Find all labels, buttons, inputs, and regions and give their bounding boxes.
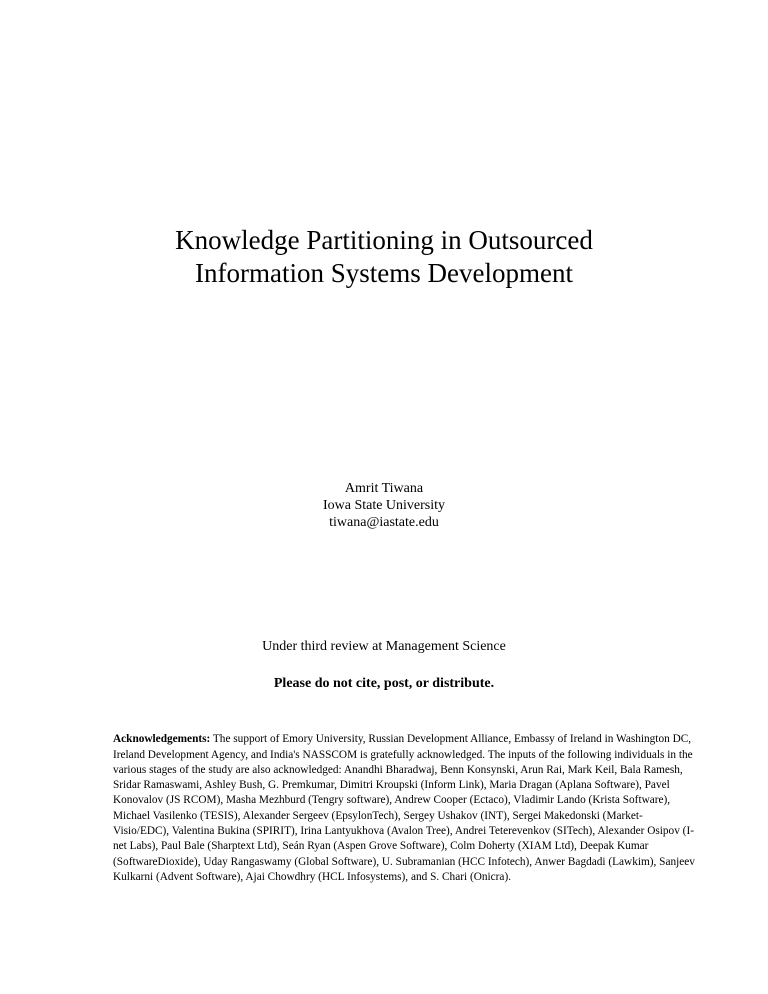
distribution-notice: Please do not cite, post, or distribute. <box>273 676 495 691</box>
acknowledgements-paragraph <box>113 732 695 885</box>
acknowledgements-heading: Acknowledgements: <box>113 733 211 746</box>
acknowledgements-text: The support of Emory University, Russian Development Alliance, Embassy of Ireland in Washington DC, Ireland Development Agency, and India's NASSCOM is gratefully acknowledged. The inputs of the following individuals in the various stages of the study are also acknowledged: Anandhi Bharadwaj, Benn Konsynski, Arun Rai, Mark Keil, Bala Ramesh, Sridar Ramaswami, Ashley Bush, G. Premkumar, Dimitri Kroupski (Inform Link), Maria Dragan (Aplana Software), Pavel Konovalov (JS RCOM), Masha Mezhburd (Tengry software), Andrew Cooper (Ectaco), Vladimir Lando (Krista Software), Michael Vasilenko (TESIS), Alexander Sergeev (EpsylonTech), Sergey Ushakov (INT), Sergei Makedonski (Market-Visio/EDC), Valentina Bukina (SPIRIT), Irina Lantyukhova (Avalon Tree), Andrei Teterevenkov (SITech), Alexander Osipov (I-net Labs), Paul Bale (Sharptext Ltd), Seán Ryan (Aspen Grove Software), Colm Doherty (XIAM Ltd), Deepak Kumar (SoftwareDioxide), Uday Rangaswamy (Global Software), U. Subramanian (HCC Infotech), Anwer Bagdadi (Lawkim), Sanjeev Kulkarni (Advent Software), Ajai Chowdhry (HCL Infosystems), and S. Chari (Onicra). <box>113 733 695 883</box>
author-email: tiwana@iastate.edu <box>329 515 439 530</box>
paper-title <box>0 224 768 290</box>
paper-title-line-1: Knowledge Partitioning in Outsourced <box>175 225 593 255</box>
paper-title-line-2: Information Systems Development <box>195 258 573 288</box>
author-affiliation: Iowa State University <box>322 498 446 513</box>
author-name: Amrit Tiwana <box>344 481 424 496</box>
author-block <box>0 480 768 531</box>
review-status: Under third review at Management Science <box>262 639 506 654</box>
